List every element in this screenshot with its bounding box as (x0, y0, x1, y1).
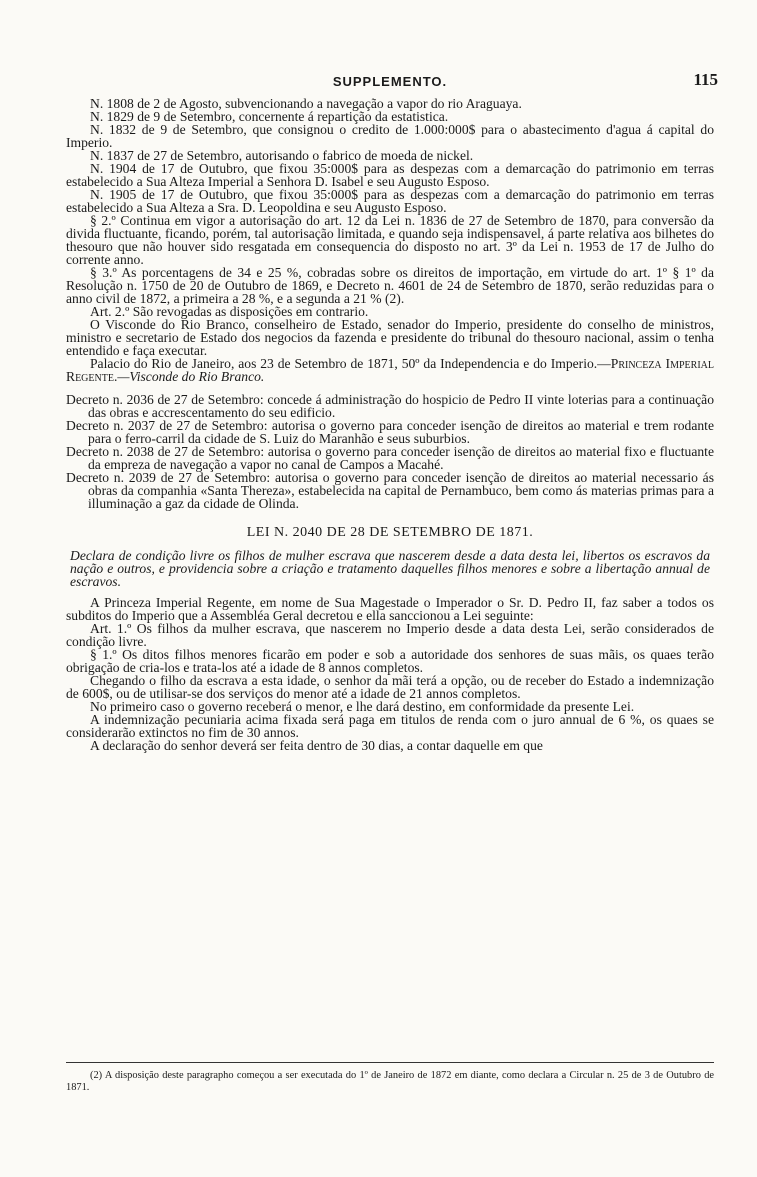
paragraph: O Visconde do Rio Branco, conselheiro de Estado, senador do Imperio, presidente do conselho de ministros, ministro e secretario de Estado dos negocios da fazenda e presidente do tribunal do thesouro nacional, assim o tenha entendido e faça executar. (66, 317, 714, 358)
list-item: N. 1904 de 17 de Outubro, que fixou 35:000$ para as despezas com a demarcação do patrimonio em terras estabelecido a Sua Alteza Imperial a Senhora D. Isabel e seu Augusto Esposo. (66, 161, 714, 189)
list-item: N. 1905 de 17 de Outubro, que fixou 35:000$ para as despezas com a demarcação do patrimonio em terras estabelecido a Sua Alteza a Sra. D. Leopoldina e seu Augusto Esposo. (66, 187, 714, 215)
list-item: N. 1832 de 9 de Setembro, que consignou o credito de 1.000:000$ para o abastecimento d'agua á capital do Imperio. (66, 122, 714, 150)
paragraph: § 2.º Continua em vigor a autorisação do art. 12 da Lei n. 1836 de 27 de Setembro de 1870, para conversão da divida fluctuante, ficando, porém, tal autorisação limitada, e quando seja indispensavel, á parte relativa aos bilhetes do thesouro que não houver sido resgatada em consequencia do disposto no art. 3º da Lei n. 1953 de 17 de Julho do corrente anno. (66, 213, 714, 267)
running-title: SUPPLEMENTO. (332, 74, 448, 89)
footnote-divider (66, 1062, 714, 1063)
signature-line (66, 357, 714, 383)
law-paragraph: § 1.º Os ditos filhos menores ficarão em poder e sob a autoridade dos senhores de suas mãis, os quaes terão obrigação de cria-los e trata-los até a idade de 8 annos completos. (66, 647, 714, 675)
list-item: Decreto n. 2039 de 27 de Setembro: autorisa o governo para conceder isenção de direitos ao material necessario ás obras da companhia «Santa Thereza», estabelecida na capital de Pernambuco, bem como ás materias primas para a illuminação a gaz da cidade de Olinda. (66, 470, 714, 511)
page-number: 115 (693, 70, 718, 89)
signature-minister: —Visconde do Rio Branco. (117, 369, 265, 384)
decree-list (66, 393, 714, 510)
page-body (66, 97, 714, 752)
law-paragraph: A declaração do senhor deverá ser feita dentro de 30 dias, a contar daquelle em que (90, 738, 543, 753)
list-item: N. 1829 de 9 de Setembro, concernente á repartição da estatistica. (90, 109, 449, 124)
law-paragraph: No primeiro caso o governo receberá o menor, e lhe dará destino, em conformidade da presente Lei. (90, 699, 635, 714)
law-paragraph: A Princeza Imperial Regente, em nome de Sua Magestade o Imperador o Sr. D. Pedro II, faz saber a todos os subditos do Imperio que a Assembléa Geral decretou e ella sanccionou a Lei seguinte: (66, 595, 714, 623)
list-item: Decreto n. 2038 de 27 de Setembro: autorisa o governo para conceder isenção de direitos ao material fixo e fluctuante da empreza de navegação a vapor no canal de Campos a Macahé. (66, 444, 714, 472)
law-paragraph: Art. 1.º Os filhos da mulher escrava, que nascerem no Imperio desde a data desta Lei, serão considerados de condição livre. (66, 621, 714, 649)
signature-princess: Princeza Imperial Regente. (66, 356, 714, 384)
list-item: Decreto n. 2037 de 27 de Setembro: autorisa o governo para conceder isenção de direitos ao material e trem rodante para o ferro-carril da cidade de S. Luiz do Maranhão e seus suburbios. (66, 418, 714, 446)
paragraph: Art. 2.º São revogadas as disposições em contrario. (90, 304, 369, 319)
list-item: Decreto n. 2036 de 27 de Setembro: concede á administração do hospicio de Pedro II vinte loterias para a continuação das obras e accrescentamento do seu edificio. (66, 392, 714, 420)
footnote: (2) A disposição deste paragrapho começou a ser executada do 1º de Janeiro de 1872 em diante, como declara a Circular n. 25 de 3 de Outubro de 1871. (66, 1070, 714, 1093)
law-paragraph: Chegando o filho da escrava a esta idade, o senhor da mãi terá a opção, ou de receber do Estado a indemnização de 600$, ou de utilisar-se dos serviços do menor até a idade de 21 annos completos. (66, 673, 714, 701)
paragraph: § 3.º As porcentagens de 34 e 25 %, cobradas sobre os direitos de importação, em virtude do art. 1º § 1º da Resolução n. 1750 de 20 de Outubro de 1869, e Decreto n. 4601 de 24 de Setembro de 1870, serão reduzidas para o anno civil de 1872, a primeira a 28 %, e a segunda a 21 % (2). (66, 265, 714, 306)
signature-text: Palacio do Rio de Janeiro, aos 23 de Setembro de 1871, 50º da Independencia e do Imperio.— (90, 356, 611, 371)
law-summary: Declara de condição livre os filhos de mulher escrava que nascerem desde a data desta lei, libertos os escravos da nação e outros, e providencia sobre a criação e tratamento daquelles filhos menores e sobre a libertação annual de escravos. (70, 548, 710, 589)
top-entry-list (66, 97, 714, 214)
law-title: LEI N. 2040 DE 28 DE SETEMBRO DE 1871. (246, 525, 534, 540)
list-item: N. 1808 de 2 de Agosto, subvencionando a navegação a vapor do rio Araguaya. (90, 96, 522, 111)
list-item: N. 1837 de 27 de Setembro, autorisando o fabrico de moeda de nickel. (90, 148, 474, 163)
law-paragraph: A indemnização pecuniaria acima fixada será paga em titulos de renda com o juro annual de 6 %, os quaes se considerarão extinctos no fim de 30 annos. (66, 712, 714, 740)
